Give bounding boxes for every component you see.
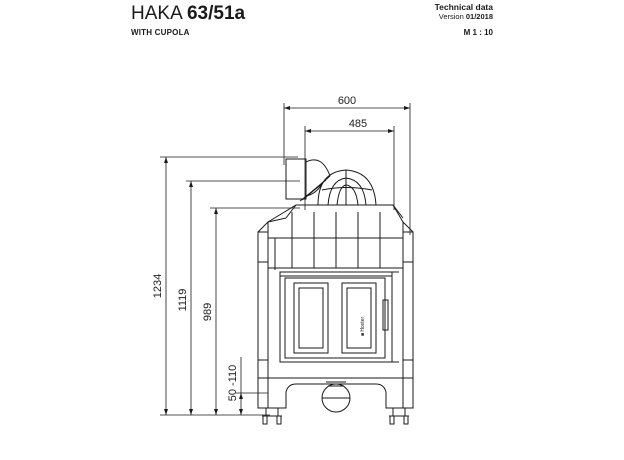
- logo-plate: ■ Hoxter: [360, 316, 366, 336]
- stove-body: [258, 212, 413, 378]
- model-name: 63/51a: [186, 3, 246, 24]
- drawing-scale: M 1 : 10: [463, 28, 493, 37]
- version-label: Version: [438, 12, 464, 21]
- page-subtitle: WITH CUPOLA: [131, 28, 190, 37]
- flue-pipe: [286, 159, 330, 201]
- dim-1234: 1234: [152, 273, 164, 299]
- version-value: 01/2018: [465, 12, 493, 21]
- dim-485: 485: [348, 118, 368, 130]
- brand-name: HAKA: [131, 3, 182, 24]
- stove-base: [258, 378, 413, 424]
- cupola-dome: [318, 170, 376, 205]
- stove-door: [280, 272, 399, 362]
- dim-50-110: 50 -110: [227, 364, 239, 402]
- doc-type: Technical data: [434, 2, 493, 12]
- width-dimensions: [284, 103, 410, 235]
- dim-600: 600: [337, 95, 357, 107]
- dim-989: 989: [202, 302, 214, 322]
- dim-1119: 1119: [177, 288, 189, 312]
